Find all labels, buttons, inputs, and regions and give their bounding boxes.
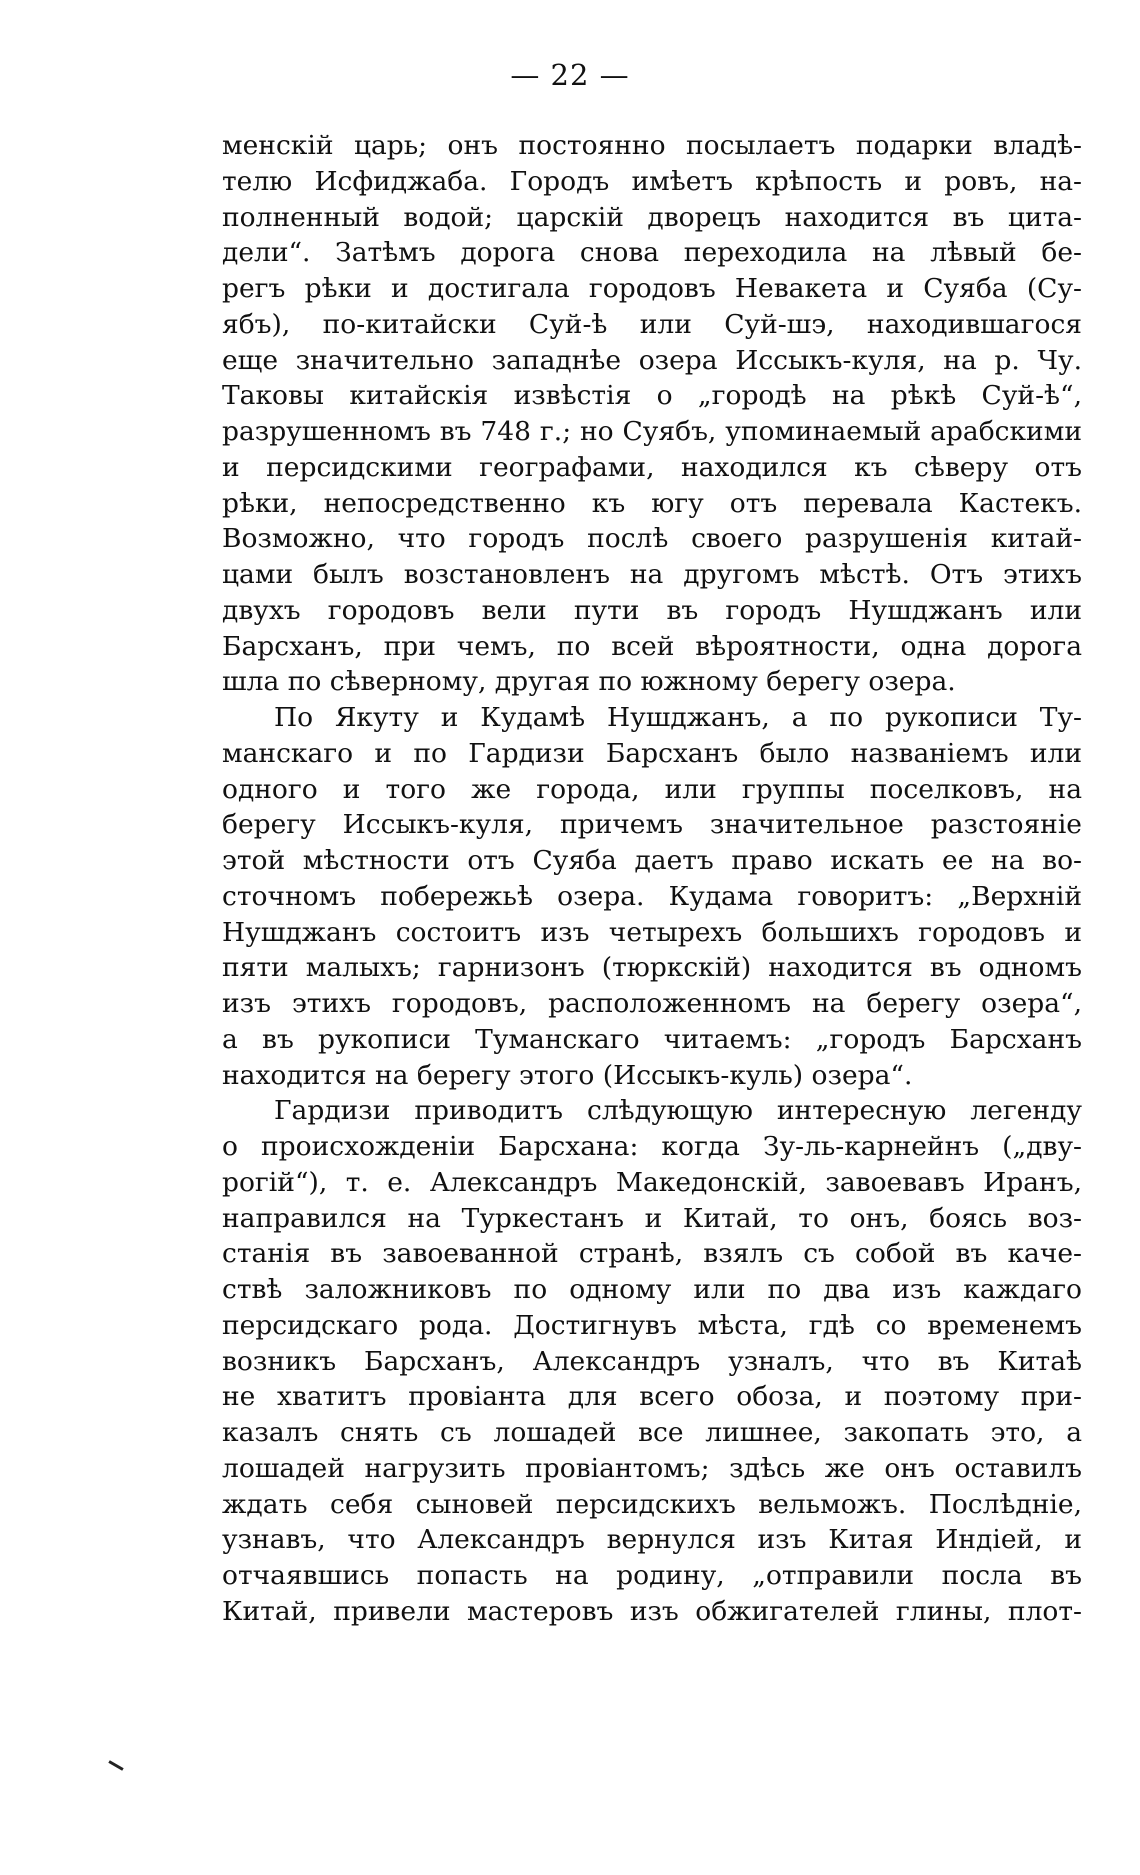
text-line: манскаго и по Гардизи Барсханъ было названіемъ или xyxy=(222,737,1082,769)
text-line: ябъ), по-китайски Суй-ѣ или Суй-шэ, находившагося xyxy=(222,308,1082,340)
text-line: еще значительно западнѣе озера Иссыкъ-куля, на р. Чу. xyxy=(222,344,1082,376)
text-line: дели“. Затѣмъ дорога снова переходила на лѣвый бе- xyxy=(222,237,1082,269)
text-line: узнавъ, что Александръ вернулся изъ Китая Индіей, и xyxy=(222,1524,1082,1556)
text-line: Таковы китайскія извѣстія о „городѣ на рѣкѣ Суй-ѣ“, xyxy=(222,380,1082,412)
text-line: этой мѣстности отъ Суяба даетъ право искать ее на во- xyxy=(222,845,1082,876)
text-line: о происхожденіи Барсхана: когда Зу-ль-карнейнъ („дву- xyxy=(222,1131,1082,1162)
text-line: полненный водой; царскій дворецъ находится въ цита- xyxy=(222,201,1082,233)
text-line: Возможно, что городъ послѣ своего разрушенія китай- xyxy=(222,523,1082,555)
text-line: пяти малыхъ; гарнизонъ (тюркскій) находится въ одномъ xyxy=(222,952,1082,984)
text-line: казалъ снять съ лошадей все лишнее, закопать это, а xyxy=(222,1417,1082,1448)
text-line: Нушджанъ состоитъ изъ четырехъ большихъ городовъ и xyxy=(222,916,1082,948)
paragraph-end-line: шла по сѣверному, другая по южному берегу озера. xyxy=(222,666,956,698)
text-line: разрушенномъ въ 748 г.; но Суябъ, упоминаемый арабскими xyxy=(222,416,1082,447)
text-line: а въ рукописи Туманскаго читаемъ: „городъ Барсханъ xyxy=(222,1023,1082,1055)
text-line: лошадей нагрузить провіантомъ; здѣсь же онъ оставилъ xyxy=(222,1452,1082,1484)
text-line: рѣки, непосредственно къ югу отъ перевала Кастекъ. xyxy=(222,487,1082,519)
paragraph-end-line: находится на берегу этого (Иссыкъ-куль) озера“. xyxy=(222,1059,913,1091)
body-text xyxy=(222,128,1082,1630)
text-line: персидскаго рода. Достигнувъ мѣста, гдѣ со временемъ xyxy=(222,1309,1082,1341)
text-line: рогій“), т. е. Александръ Македонскій, завоевавъ Иранъ, xyxy=(222,1166,1082,1198)
text-line: цами былъ возстановленъ на другомъ мѣстѣ. Отъ этихъ xyxy=(222,559,1082,590)
text-line: берегу Иссыкъ-куля, причемъ значительное разстояніе xyxy=(222,809,1082,841)
text-line: направился на Туркестанъ и Китай, то онъ, боясь воз- xyxy=(222,1202,1082,1234)
scan-artifact-mark xyxy=(108,1760,123,1771)
text-line: не хватитъ провіанта для всего обоза, и поэтому при- xyxy=(222,1381,1082,1413)
paragraph-start-line: По Якуту и Кудамѣ Нушджанъ, а по рукописи Ту- xyxy=(274,702,1082,733)
text-line: ждать себя сыновей персидскихъ вельможъ. Послѣдніе, xyxy=(222,1488,1082,1520)
text-line: изъ этихъ городовъ, расположенномъ на берегу озера“, xyxy=(222,988,1082,1019)
text-line: менскій царь; онъ постоянно посылаетъ подарки владѣ- xyxy=(222,130,1082,161)
text-line: одного и того же города, или группы поселковъ, на xyxy=(222,773,1082,805)
text-line: Барсханъ, при чемъ, по всей вѣроятности, одна дорога xyxy=(222,630,1082,662)
text-line: возникъ Барсханъ, Александръ узналъ, что въ Китаѣ xyxy=(222,1345,1082,1377)
text-line: и персидскими географами, находился къ сѣверу отъ xyxy=(222,451,1082,483)
page-number: — 22 — xyxy=(510,58,630,92)
text-line: Китай, привели мастеровъ изъ обжигателей глины, плот- xyxy=(222,1595,1082,1627)
paragraph-start-line: Гардизи приводитъ слѣдующую интересную легенду xyxy=(274,1095,1082,1127)
text-line: сточномъ побережьѣ озера. Кудама говоритъ: „Верхній xyxy=(222,880,1082,912)
text-line: станія въ завоеванной странѣ, взялъ съ собой въ каче- xyxy=(222,1238,1082,1270)
text-line: отчаявшись попасть на родину, „отправили посла въ xyxy=(222,1560,1082,1591)
text-line: ствѣ заложниковъ по одному или по два изъ каждаго xyxy=(222,1274,1082,1305)
text-line: регъ рѣки и достигала городовъ Невакета и Суяба (Су- xyxy=(222,273,1082,304)
text-line: телю Исфиджаба. Городъ имѣетъ крѣпость и ровъ, на- xyxy=(222,165,1082,197)
text-line: двухъ городовъ вели пути въ городъ Нушджанъ или xyxy=(222,594,1082,626)
